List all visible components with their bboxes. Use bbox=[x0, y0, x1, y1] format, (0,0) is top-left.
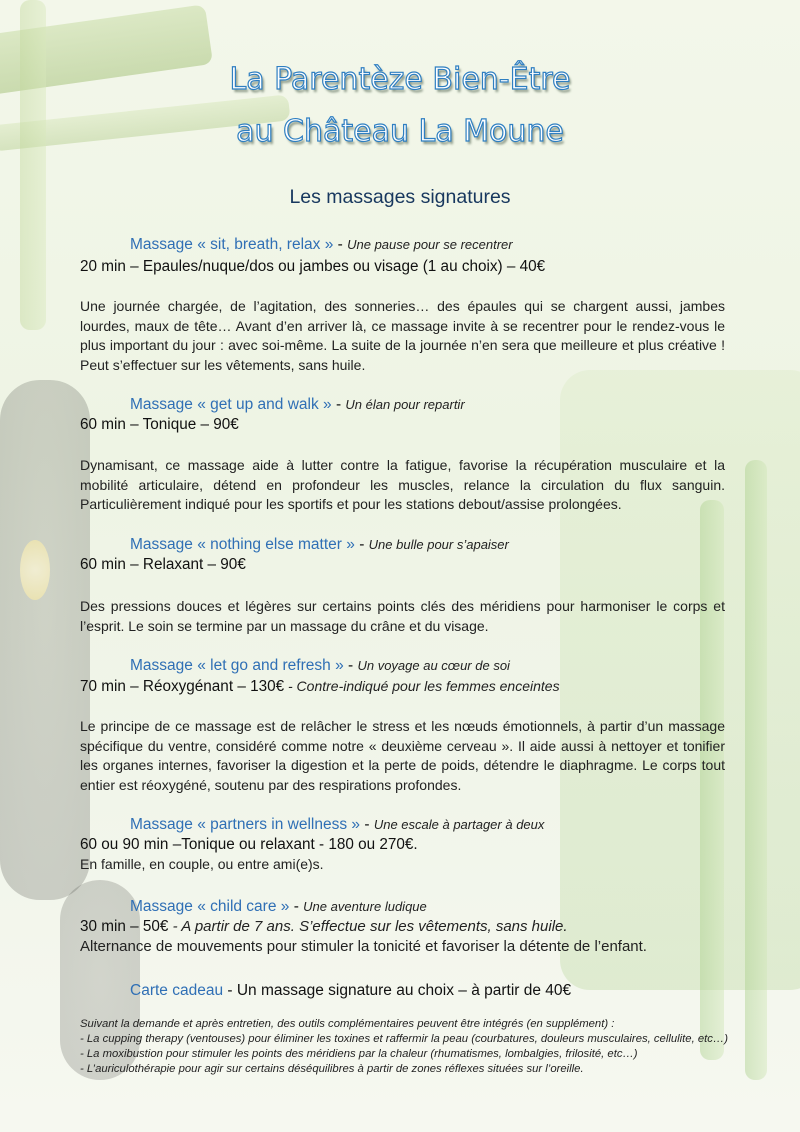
massage-detail: 20 min – Epaules/nuque/dos ou jambes ou visage (1 au choix) – 40€ bbox=[80, 258, 546, 275]
notes-item-auriculotherapy: - L’auriculothérapie pour agir sur certains déséquilibres à partir de zones réflexes situées sur l’oreille. bbox=[80, 1063, 584, 1075]
massage-name: Massage « nothing else matter » bbox=[130, 536, 355, 553]
massage-name: Massage « partners in wellness » bbox=[130, 816, 361, 833]
massage-heading bbox=[130, 536, 509, 554]
massage-tagline: Une pause pour se recentrer bbox=[347, 237, 513, 252]
massage-tagline: Un voyage au cœur de soi bbox=[357, 658, 510, 673]
massage-heading bbox=[130, 898, 427, 916]
massage-description: Alternance de mouvements pour stimuler la tonicité et favoriser la détente de l’enfant. bbox=[80, 938, 647, 955]
separator: - bbox=[331, 396, 346, 413]
massage-name: Massage « get up and walk » bbox=[130, 396, 332, 413]
massage-name: Massage « let go and refresh » bbox=[130, 657, 344, 674]
massage-tagline: Un élan pour repartir bbox=[345, 397, 465, 412]
massage-description: Le principe de ce massage est de relâcher le stress et les nœuds émotionnels, à partir d’un massage spécifique du ventre, considéré comme notre « deuxième cerveau ». Il aide aussi à nettoyer et tonifier les organes internes, favoriser la digestion et la perte de poids, détendre le diaphragme. Le corps tout entier est réoxygéné, soutenu par des respirations profondes. bbox=[80, 718, 725, 793]
massage-detail-text: 70 min – Réoxygénant – 130€ bbox=[80, 678, 285, 695]
massage-tagline: Une bulle pour s’apaiser bbox=[368, 537, 509, 552]
massage-tagline: Une escale à partager à deux bbox=[373, 817, 545, 832]
separator: - bbox=[333, 236, 348, 253]
massage-detail: 60 ou 90 min –Tonique ou relaxant - 180 ou 270€. bbox=[80, 836, 418, 853]
title-line-2: au Château La Moune bbox=[236, 114, 564, 149]
notes-item-moxibustion: - La moxibustion pour stimuler les points des méridiens par la chaleur (rhumatismes, lombalgies, frilosité, etc…) bbox=[80, 1048, 638, 1060]
gift-card-text: - Un massage signature au choix – bbox=[223, 982, 472, 999]
massage-detail: 60 min – Relaxant – 90€ bbox=[80, 556, 246, 573]
title-line-1: La Parentèze Bien-Être bbox=[229, 62, 571, 97]
separator: - bbox=[354, 536, 369, 553]
separator: - bbox=[343, 657, 358, 674]
gift-card-line bbox=[130, 982, 571, 1000]
notes-intro: Suivant la demande et après entretien, des outils complémentaires peuvent être intégrés (en supplément) : bbox=[80, 1018, 615, 1030]
massage-heading bbox=[130, 396, 465, 414]
massage-description: Une journée chargée, de l’agitation, des sonneries… des épaules qui se chargent aussi, jambes lourdes, maux de tête… Avant d’en arriver là, ce massage invite à se recentrer pour le rendez-vous le plus important du jour : avec soi-même. La suite de la journée n’en sera que meilleure et plus créative ! Peut s’effectuer sur les vêtements, sans huile. bbox=[80, 298, 725, 373]
section-subtitle: Les massages signatures bbox=[289, 186, 511, 208]
massage-detail bbox=[80, 918, 568, 936]
massage-name: Massage « child care » bbox=[130, 898, 290, 915]
supplement-notes bbox=[80, 1017, 730, 1077]
massage-description: Dynamisant, ce massage aide à lutter contre la fatigue, favorise la récupération musculaire et la mobilité articulaire, détend en profondeur les muscles, relance la circulation du flux sanguin. Particulièrement indiqué pour les sportifs et pour les stations debout/assise prolongées. bbox=[80, 457, 725, 512]
massage-name: Massage « sit, breath, relax » bbox=[130, 236, 334, 253]
separator: - bbox=[360, 816, 374, 833]
massage-heading bbox=[130, 816, 544, 834]
massage-heading bbox=[130, 236, 513, 254]
massage-tagline: Une aventure ludique bbox=[303, 899, 427, 914]
massage-detail-note: - A partir de 7 ans. S’effectue sur les vêtements, sans huile. bbox=[168, 918, 568, 935]
massage-description: Des pressions douces et légères sur certains points clés des méridiens pour harmoniser le corps et l’esprit. Le soin se termine par un massage du crâne et du visage. bbox=[80, 598, 725, 634]
notes-item-cupping: - La cupping therapy (ventouses) pour éliminer les toxines et raffermir la peau (courbatures, douleurs musculaires, cellulite, etc…) bbox=[80, 1033, 728, 1045]
gift-card-price: à partir de 40€ bbox=[471, 982, 572, 999]
massage-heading bbox=[130, 657, 510, 675]
massage-detail bbox=[80, 678, 560, 696]
massage-detail: 60 min – Tonique – 90€ bbox=[80, 416, 239, 433]
separator: - bbox=[289, 898, 304, 915]
massage-detail-note: - Contre-indiqué pour les femmes enceintes bbox=[284, 678, 560, 694]
massage-description: En famille, en couple, ou entre ami(e)s. bbox=[80, 856, 324, 872]
massage-detail-text: 30 min – 50€ bbox=[80, 918, 169, 935]
gift-card-label: Carte cadeau bbox=[130, 982, 224, 999]
